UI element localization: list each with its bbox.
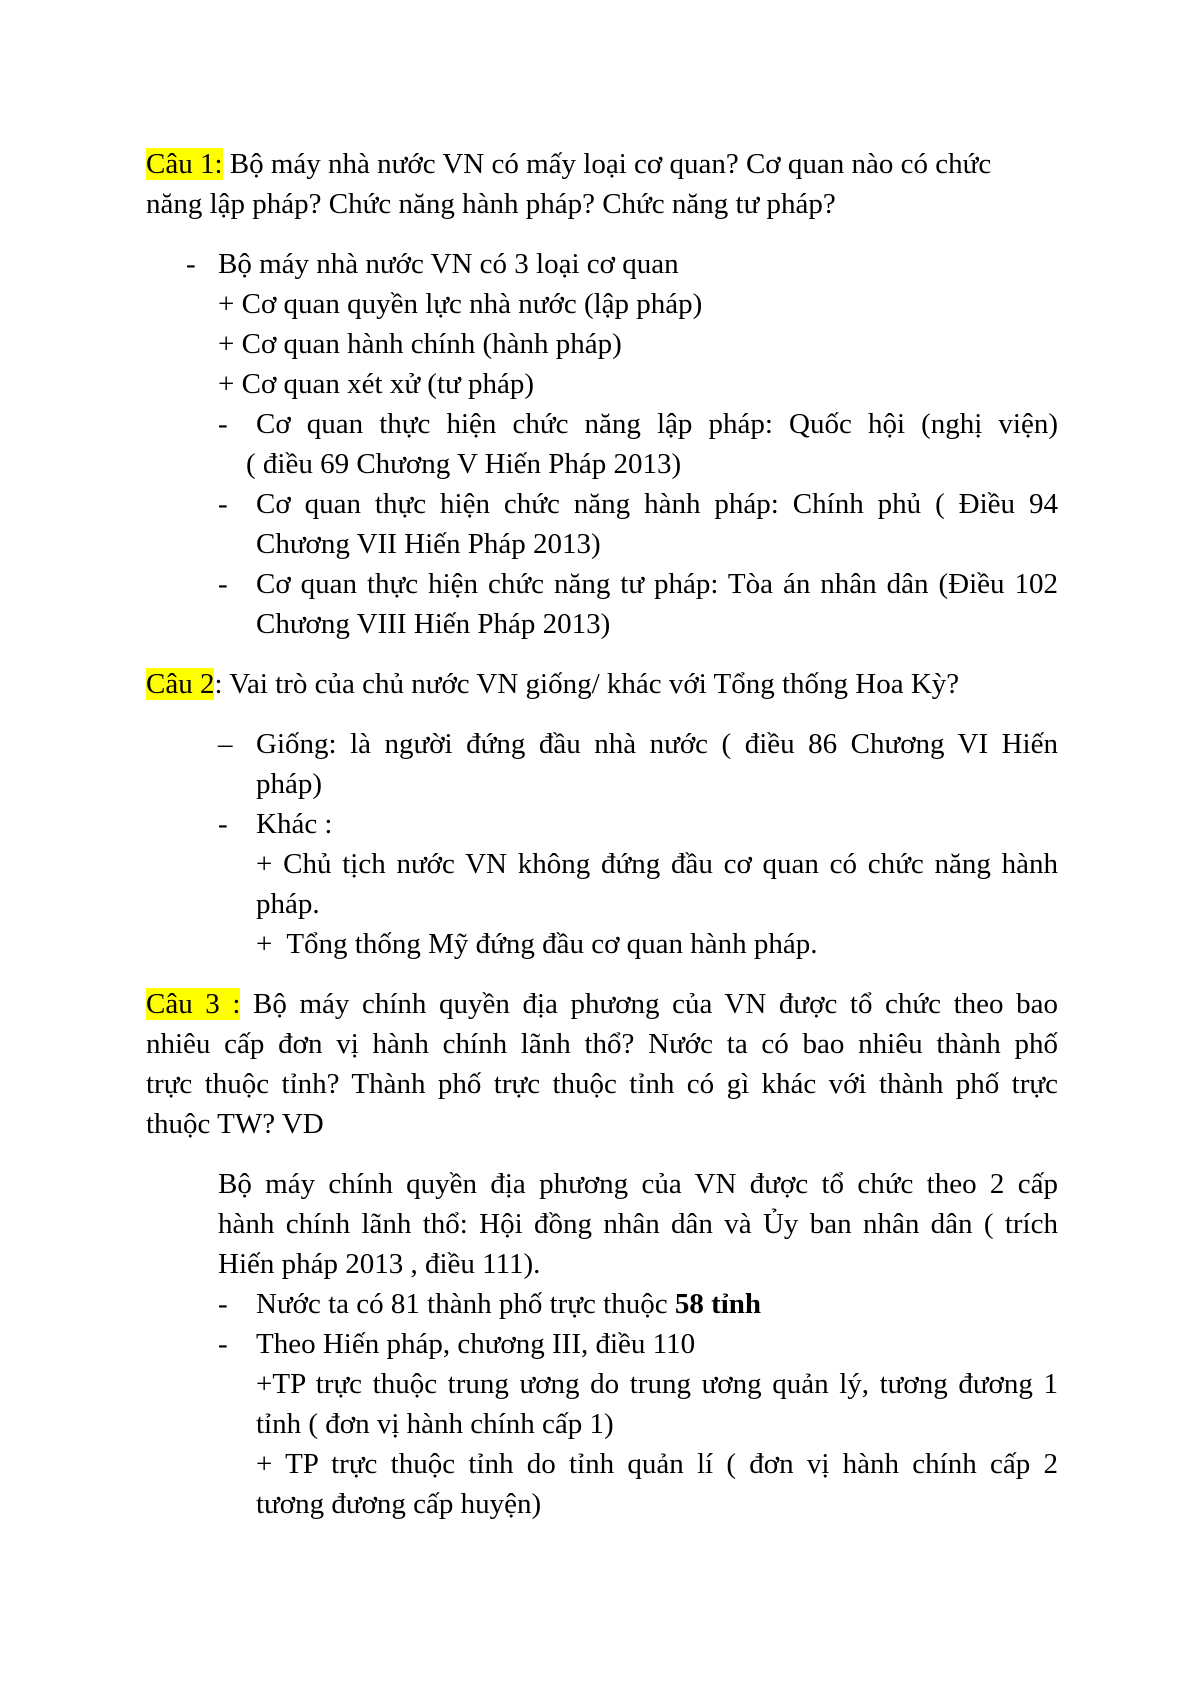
q3-heading [146,984,1058,1024]
q1-label: Câu 1: [146,148,223,180]
q1-d2-line2: Chương VII Hiến Pháp 2013) [256,528,601,560]
q3-t-plus2-line2: tương đương cấp huyện) [256,1488,542,1520]
q1-line2: năng lập pháp? Chức năng hành pháp? Chức năng tư pháp? [146,188,836,220]
q3-line4: thuộc TW? VD [146,1108,324,1140]
q1-plus3: + Cơ quan xét xử (tư pháp) [218,368,535,400]
q2-g-line1: Giống: là người đứng đầu nhà nước ( điều 86 Chương VI Hiến [256,728,1058,760]
q3-n-bold: 58 tỉnh [674,1288,762,1320]
q1-d2-line1: Cơ quan thực hiện chức năng hành pháp: Chính phủ ( Điều 94 [256,488,1058,520]
q1-d1-dash: - [218,408,228,440]
q3-t-text: Theo Hiến pháp, chương III, điều 110 [256,1328,696,1360]
q3-label: Câu 3 : [146,988,241,1020]
q2-g-dash: – [218,728,233,760]
q3-line1: Bộ máy chính quyền địa phương của VN được tổ chức theo bao [240,988,1058,1020]
q2-k-plus1-line2: pháp. [256,888,320,920]
q1-d1-line1: Cơ quan thực hiện chức năng lập pháp: Quốc hội (nghị viện) [256,408,1058,440]
q1-d3-line1: Cơ quan thực hiện chức năng tư pháp: Tòa án nhân dân (Điều 102 [256,568,1058,600]
q1-d3-line2: Chương VIII Hiến Pháp 2013) [256,608,611,640]
q2-k-dash: - [218,808,228,840]
q1-b1-dash: - [186,248,196,280]
q3-n-dash: - [218,1288,228,1320]
q2-heading [146,664,959,704]
q3-answer-line3: Hiến pháp 2013 , điều 111). [218,1248,541,1280]
q3-answer-line1: Bộ máy chính quyền địa phương của VN được tổ chức theo 2 cấp [218,1168,1058,1200]
q1-d1-line2: ( điều 69 Chương V Hiến Pháp 2013) [246,448,682,480]
q3-n-text: Nước ta có 81 thành phố trực thuộc [256,1288,675,1320]
q1-plus1: + Cơ quan quyền lực nhà nước (lập pháp) [218,288,703,320]
q3-line3: trực thuộc tỉnh? Thành phố trực thuộc tỉnh có gì khác với thành phố trực [146,1068,1058,1100]
q2-text: : Vai trò của chủ nước VN giống/ khác với Tổng thống Hoa Kỳ? [214,668,960,700]
q3-n-line [256,1284,761,1324]
q1-plus2: + Cơ quan hành chính (hành pháp) [218,328,622,360]
q1-d2-dash: - [218,488,228,520]
q3-answer-line2: hành chính lãnh thổ: Hội đồng nhân dân và Ủy ban nhân dân ( trích [218,1208,1058,1240]
q2-k-plus1-line1: + Chủ tịch nước VN không đứng đầu cơ quan có chức năng hành [256,848,1058,880]
q3-t-plus2-line1: + TP trực thuộc tỉnh do tỉnh quản lí ( đơn vị hành chính cấp 2 [256,1448,1058,1480]
q3-line2: nhiêu cấp đơn vị hành chính lãnh thổ? Nước ta có bao nhiêu thành phố [146,1028,1058,1060]
q1-heading [146,144,991,184]
q1-d3-dash: - [218,568,228,600]
q3-t-plus1-line2: tỉnh ( đơn vị hành chính cấp 1) [256,1408,614,1440]
q2-label: Câu 2 [146,668,215,700]
q1-b1-text: Bộ máy nhà nước VN có 3 loại cơ quan [218,248,679,280]
q2-k-plus2: + Tổng thống Mỹ đứng đầu cơ quan hành pháp. [256,928,818,960]
q1-line1: Bộ máy nhà nước VN có mấy loại cơ quan? Cơ quan nào có chức [222,148,992,180]
q2-k-label: Khác : [256,808,333,840]
q2-g-line2: pháp) [256,768,323,800]
q3-t-plus1-line1: +TP trực thuộc trung ương do trung ương quản lý, tương đương 1 [256,1368,1058,1400]
q3-t-dash: - [218,1328,228,1360]
